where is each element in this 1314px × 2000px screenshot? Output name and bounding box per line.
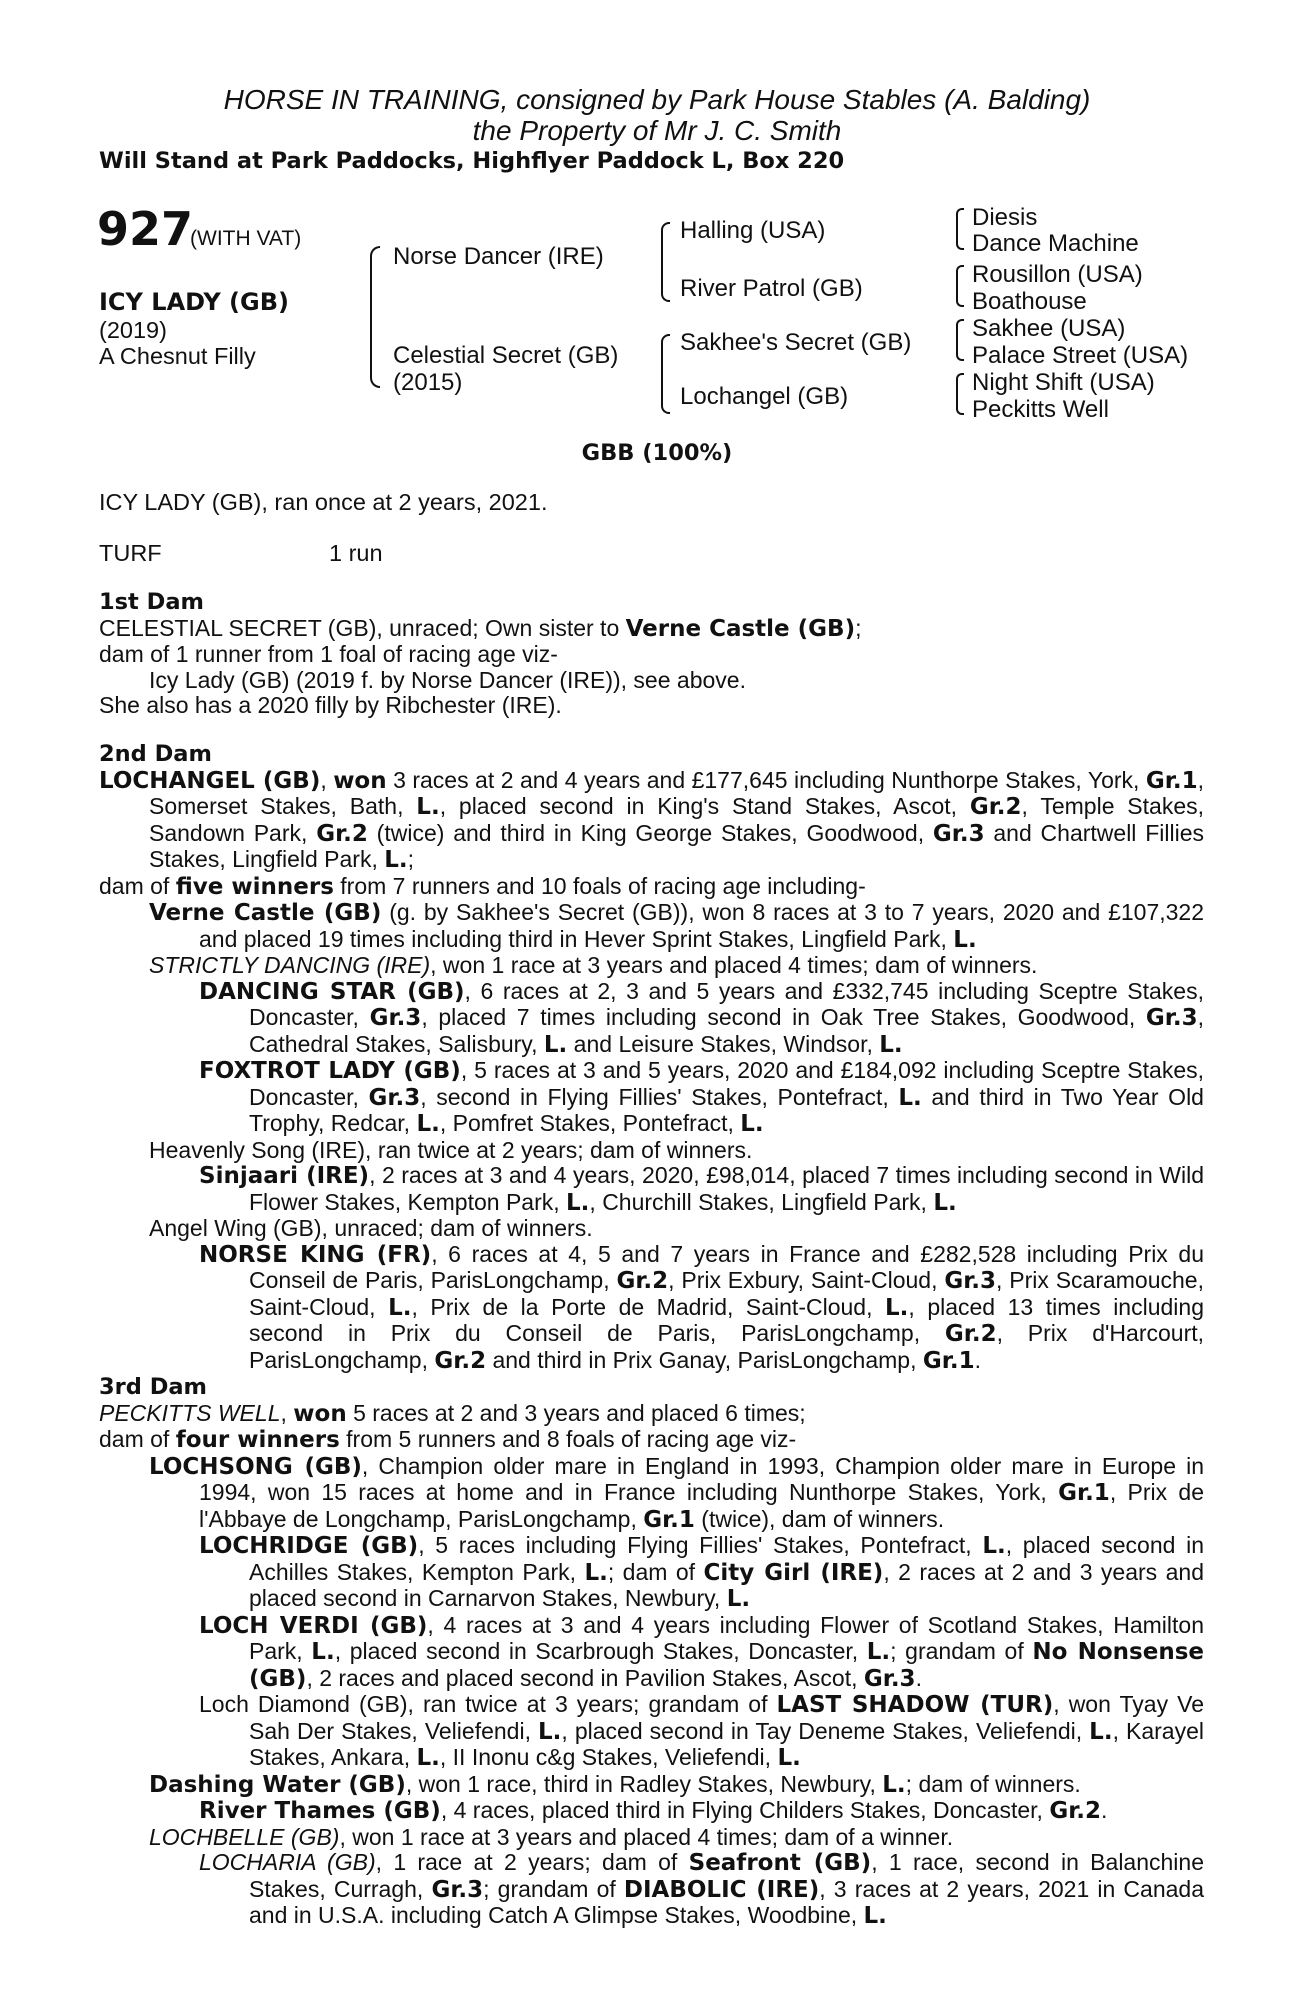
verne-castle-entry: Verne Castle (GB) (g. by Sakhee's Secret (GB)), won 8 races at 3 to 7 years, 2020 and £107,322 and placed 19 times including third in Hever Sprint Stakes, Lingfield Park, L. [149, 899, 1204, 953]
dashing-water-entry: Dashing Water (GB), won 1 race, third in Radley Stakes, Newbury, L.; dam of winners. [149, 1770, 1081, 1798]
brace-gen1 [370, 246, 380, 388]
pedigree-sire-dam: River Patrol (GB) [680, 275, 863, 302]
loch-diamond-entry: Loch Diamond (GB), ran twice at 3 years; grandam of LAST SHADOW (TUR), won Tyay Ve Sah Der Stakes, Veliefendi, L., placed second in Tay Deneme Stakes, Veliefendi, L., Karayel Stakes, Ankara, L., II Inonu c&g Stakes, Veliefendi, L. [199, 1691, 1204, 1771]
brace-sire [661, 222, 670, 302]
horse-description: A Chesnut Filly [99, 343, 256, 369]
pedigree-ssd: Dance Machine [972, 230, 1139, 257]
foxtrot-lady-entry: FOXTROT LADY (GB), 5 races at 3 and 5 years, 2020 and £184,092 including Sceptre Stakes, Doncaster, Gr.3, second in Flying Fillies' Stakes, Pontefract, L. and third in Two Year Old Trophy, Redcar, L., Pomfret Stakes, Pontefract, L. [199, 1057, 1204, 1137]
second-dam-heading: 2nd Dam [99, 741, 212, 767]
pedigree-dam-year: (2015) [393, 369, 463, 396]
pedigree-dsd: Palace Street (USA) [972, 342, 1189, 369]
lochsong-entry: LOCHSONG (GB), Champion older mare in England in 1993, Champion older mare in Europe in 1994, won 15 races at home and in France including Nunthorpe Stakes, York, Gr.1, Prix de l'Abbaye de Longchamp, ParisLongchamp, Gr.1 (twice), dam of winners. [149, 1452, 1204, 1533]
pedigree-sds: Rousillon (USA) [972, 261, 1143, 288]
first-dam-line2: dam of 1 runner from 1 foal of racing age viz- [99, 641, 558, 667]
pedigree-dam: Celestial Secret (GB) [393, 342, 619, 369]
second-dam-section [99, 742, 1204, 1374]
pedigree-dam-dam: Lochangel (GB) [680, 383, 849, 410]
pedigree-sdd: Boathouse [972, 288, 1087, 315]
pedigree-dss: Sakhee (USA) [972, 315, 1126, 342]
third-dam-entry: PECKITTS WELL, won 5 races at 2 and 3 years and placed 6 times; [99, 1399, 806, 1427]
pedigree-sire-sire: Halling (USA) [680, 217, 826, 244]
sinjaari-entry: Sinjaari (IRE), 2 races at 3 and 4 years, 2020, £98,014, placed 7 times including second in Wild Flower Stakes, Kempton Park, L., Churchill Stakes, Lingfield Park, L. [199, 1162, 1205, 1216]
third-dam-heading: 3rd Dam [99, 1374, 207, 1400]
brace-ss [956, 208, 964, 250]
gbb-percentage: GBB (100%) [581, 440, 733, 466]
brace-dd [956, 373, 964, 415]
third-dam-produce-summary: dam of four winners from 5 runners and 8 foals of racing age viz- [99, 1426, 797, 1453]
first-dam-foal: Icy Lady (GB) (2019 f. by Norse Dancer (IRE)), see above. [149, 666, 746, 693]
consignment-line: HORSE IN TRAINING, consigned by Park House Stables (A. Balding) [223, 84, 1091, 115]
pedigree-sss: Diesis [972, 204, 1038, 231]
norse-king-entry: NORSE KING (FR), 6 races at 4, 5 and 7 years in France and £282,528 including Prix du Conseil de Paris, ParisLongchamp, Gr.2, Prix Exbury, Saint-Cloud, Gr.3, Prix Scaramouche, Saint-Cloud, L., Prix de la Porte de Madrid, Saint-Cloud, L., placed 13 times including second in Prix du Conseil de Paris, ParisLongchamp, Gr.2, Prix d'Harcourt, ParisLongchamp, Gr.2 and third in Prix Ganay, ParisLongchamp, Gr.1. [199, 1240, 1205, 1374]
brace-dam [661, 334, 670, 414]
first-dam-line1: CELESTIAL SECRET (GB), unraced; Own sister to Verne Castle (GB); [99, 614, 862, 642]
strictly-dancing-entry: STRICTLY DANCING (IRE), won 1 race at 3 years and placed 4 times; dam of winners. [149, 952, 1038, 978]
lot-number: 927 [97, 202, 194, 256]
pedigree-sire: Norse Dancer (IRE) [393, 243, 604, 270]
river-thames-entry: River Thames (GB), 4 races, placed third in Flying Childers Stakes, Doncaster, Gr.2. [199, 1797, 1108, 1824]
angel-wing-entry: Angel Wing (GB), unraced; dam of winners. [149, 1215, 593, 1241]
brace-sd [956, 265, 964, 307]
property-line: the Property of Mr J. C. Smith [472, 115, 842, 146]
second-dam-produce-summary: dam of five winners from 7 runners and 10 foals of racing age including- [99, 872, 866, 900]
lochbelle-entry: LOCHBELLE (GB), won 1 race at 3 years and placed 4 times; dam of a winner. [149, 1823, 954, 1850]
heavenly-song-entry: Heavenly Song (IRE), ran twice at 2 years; dam of winners. [149, 1136, 753, 1163]
third-dam-section [99, 1375, 1204, 1930]
first-dam-heading: 1st Dam [99, 589, 204, 615]
vat-label: (WITH VAT) [190, 227, 302, 250]
first-dam-note: She also has a 2020 filly by Ribchester (IRE). [99, 692, 562, 718]
stand-location: Will Stand at Park Paddocks, Highflyer Paddock L, Box 220 [99, 148, 845, 174]
pedigree-dds: Night Shift (USA) [972, 369, 1155, 396]
horse-name: ICY LADY (GB) [99, 288, 289, 316]
dancing-star-entry: DANCING STAR (GB), 6 races at 2, 3 and 5 years and £332,745 including Sceptre Stakes, Doncaster, Gr.3, placed 7 times including second in Oak Tree Stakes, Goodwood, Gr.3, Cathedral Stakes, Salisbury, L. and Leisure Stakes, Windsor, L. [199, 977, 1204, 1058]
second-dam-entry: LOCHANGEL (GB), won 3 races at 2 and 4 years and £177,645 including Nunthorpe Stakes, York, Gr.1, Somerset Stakes, Bath, L., placed second in King's Stand Stakes, Ascot, Gr.2, Temple Stakes, Sandown Park, Gr.2 (twice) and third in King George Stakes, Goodwood, Gr.3 and Chartwell Fillies Stakes, Lingfield Park, L.; [99, 766, 1205, 873]
brace-ds [956, 319, 964, 361]
first-dam-section [99, 590, 1204, 719]
pedigree-dam-sire: Sakhee's Secret (GB) [680, 329, 912, 356]
lochridge-entry: LOCHRIDGE (GB), 5 races including Flying Fillies' Stakes, Pontefract, L., placed second in Achilles Stakes, Kempton Park, L.; dam of City Girl (IRE), 2 races at 2 and 3 years and placed second in Carnarvon Stakes, Newbury, L. [199, 1532, 1204, 1612]
surface-runs: 1 run [329, 540, 383, 566]
race-summary: ICY LADY (GB), ran once at 2 years, 2021. [99, 489, 548, 515]
pedigree-ddd: Peckitts Well [972, 396, 1109, 423]
locharia-entry: LOCHARIA (GB), 1 race at 2 years; dam of Seafront (GB), 1 race, second in Balanchine Stakes, Curragh, Gr.3; grandam of DIABOLIC (IRE), 3 races at 2 years, 2021 in Canada and in U.S.A. including Catch A Glimpse Stakes, Woodbine, L. [199, 1849, 1204, 1929]
loch-verdi-entry: LOCH VERDI (GB), 4 races at 3 and 4 years including Flower of Scotland Stakes, Hamilton Park, L., placed second in Scarbrough Stakes, Doncaster, L.; grandam of No Nonsense (GB), 2 races and placed second in Pavilion Stakes, Ascot, Gr.3. [199, 1611, 1204, 1692]
horse-year: (2019) [99, 317, 167, 343]
surface-label: TURF [99, 540, 162, 566]
